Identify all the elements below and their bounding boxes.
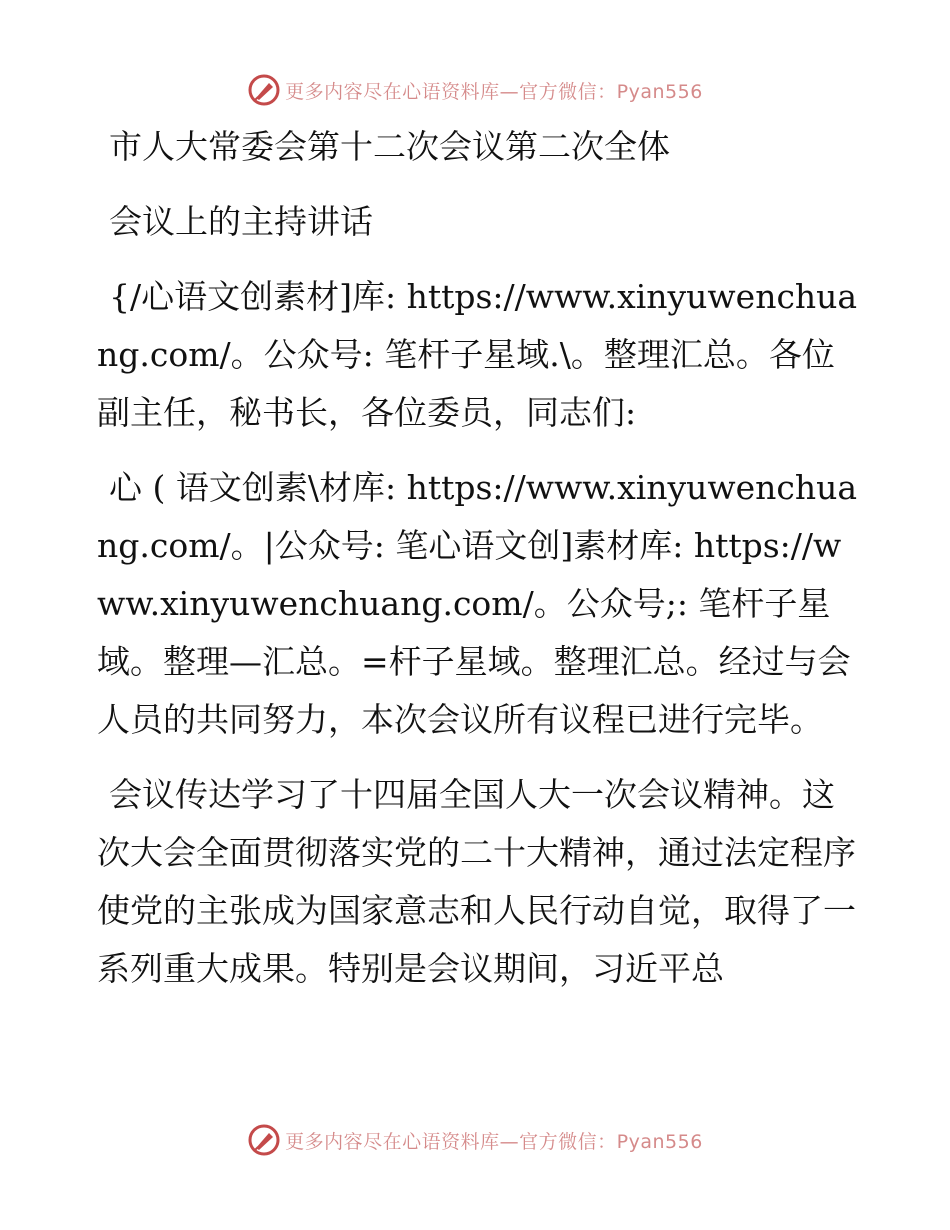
header-banner-content bbox=[247, 73, 703, 107]
pen-nib-logo-icon bbox=[247, 73, 281, 107]
document-title-line-2: 会议上的主持讲话 bbox=[109, 202, 373, 241]
pen-nib-logo-icon bbox=[247, 1123, 281, 1157]
document-body bbox=[97, 118, 867, 1015]
header-banner bbox=[0, 70, 950, 110]
paragraph-2: 心 ( 语文创素\材库: https://www.xinyuwenchuang.com/。|公众号: 笔心语文创]素材库: https://www.xinyuwenchuang.com/。公众号;: 笔杆子星域。整理—汇总。=杆子星域。整理汇总。经过与会人员的共同努力，本次会议所有议程已进行完毕。 bbox=[97, 468, 858, 739]
footer-banner-text: 更多内容尽在心语资料库—官方微信：Pyan556 bbox=[285, 1130, 703, 1153]
paragraph-1: {/心语文创素材]库: https://www.xinyuwenchuang.com/。公众号: 笔杆子星域.\。整理汇总。各位副主任，秘书长，各位委员，同志们: bbox=[97, 277, 858, 432]
document-title-line-1: 市人大常委会第十二次会议第二次全体 bbox=[109, 127, 670, 166]
footer-banner bbox=[0, 1120, 950, 1160]
paragraph-3: 会议传达学习了十四届全国人大一次会议精神。这次大会全面贯彻落实党的二十大精神，通过法定程序使党的主张成为国家意志和人民行动自觉，取得了一系列重大成果。特别是会议期间，习近平总 bbox=[97, 775, 856, 988]
footer-banner-content bbox=[247, 1123, 703, 1157]
header-banner-text: 更多内容尽在心语资料库—官方微信：Pyan556 bbox=[285, 80, 703, 103]
